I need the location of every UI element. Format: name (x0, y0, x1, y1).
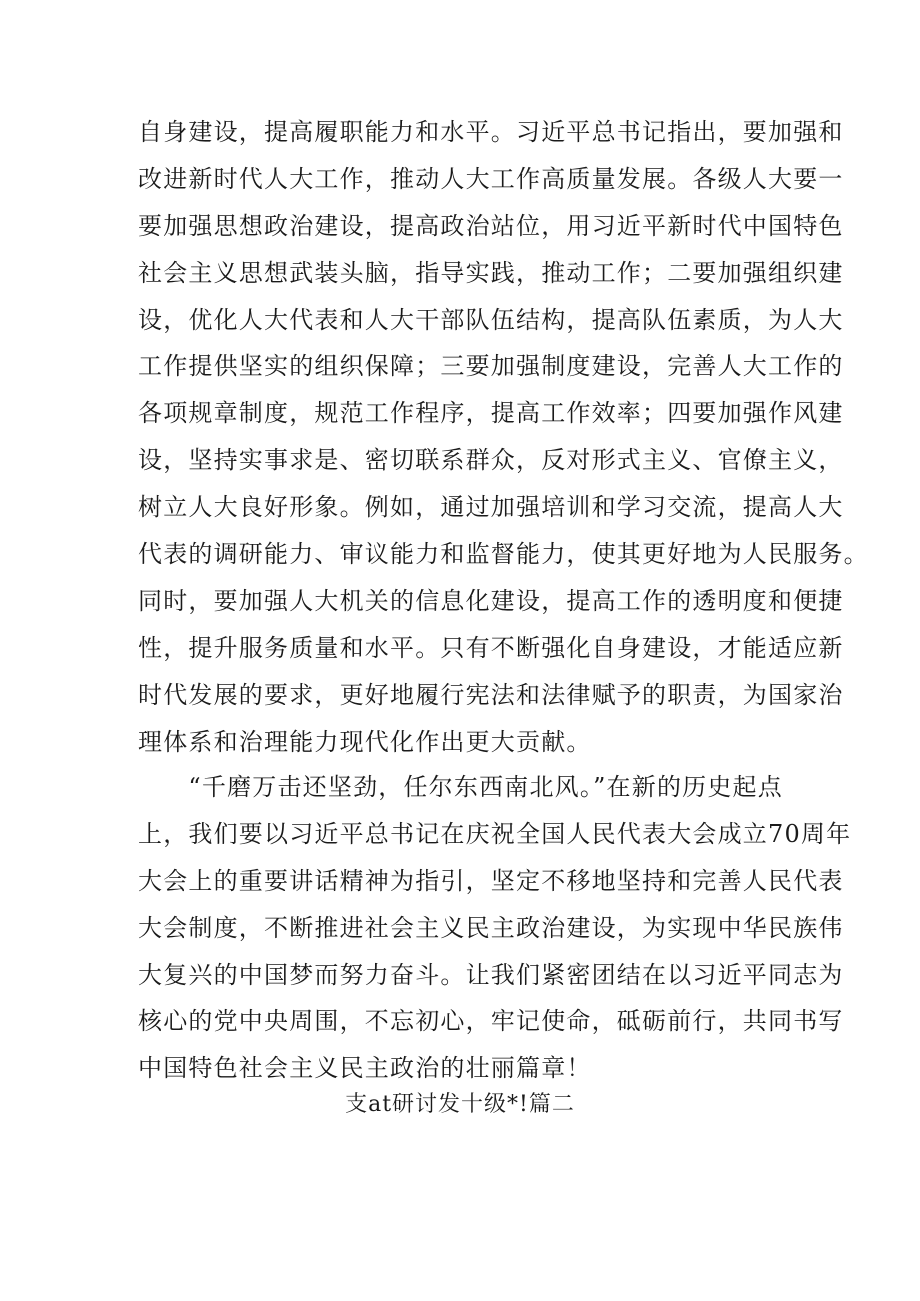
paragraph-line: 上，我们要以习近平总书记在庆祝全国人民代表大会成立70周年 (138, 819, 852, 848)
paragraph-line: 社会主义思想武装头脑，指导实践，推动工作；二要加强组织建 (138, 258, 844, 287)
paragraph-line: 树立人大良好形象。例如，通过加强培训和学习交流，提高人大 (138, 493, 844, 522)
paragraph-line: 要加强思想政治建设，提高政治站位，用习近平新时代中国特色 (138, 211, 844, 240)
paragraph-line: 工作提供坚实的组织保障；三要加强制度建设，完善人大工作的 (138, 352, 844, 381)
paragraph-line: 自身建设，提高履职能力和水平。习近平总书记指出，要加强和 (138, 118, 844, 146)
paragraph-line: 设，优化人大代表和人大干部队伍结构，提高队伍素质，为人大 (138, 305, 844, 334)
paragraph-line: 大会上的重要讲话精神为指引，坚定不移地坚持和完善人民代表 (138, 866, 844, 895)
paragraph-line: 性，提升服务质量和水平。只有不断强化自身建设，才能适应新 (138, 633, 844, 662)
paragraph-line: 大复兴的中国梦而努力奋斗。让我们紧密团结在以习近平同志为 (138, 960, 844, 989)
paragraph-line: 同时，要加强人大机关的信息化建设，提高工作的透明度和便捷 (138, 586, 844, 615)
paragraph-line: 时代发展的要求，更好地履行宪法和法律赋予的职责，为国家治 (138, 680, 844, 709)
paragraph-line: 各项规章制度，规范工作程序，提高工作效率；四要加强作风建 (138, 399, 844, 428)
paragraph-line: 大会制度，不断推进社会主义民主政治建设，为实现中华民族伟 (138, 913, 844, 942)
body-paragraph-1 (138, 109, 869, 765)
paragraph-line: 理体系和治理能力现代化作出更大贡献。 (138, 727, 592, 756)
paragraph-line: 改进新时代人大工作，推动人大工作高质量发展。各级人大要一 (138, 164, 844, 193)
body-paragraph-2 (138, 764, 852, 1092)
paragraph-line: 设，坚持实事求是、密切联系群众，反对形式主义、官僚主义， (138, 446, 844, 475)
paragraph-line: 中国特色社会主义民主政治的壮丽篇章！ (138, 1054, 592, 1083)
section-heading: 支at研讨发十级*!篇二 (345, 1092, 575, 1117)
paragraph-line: “千磨万击还坚劲，任尔东西南北风。”在新的历史起点 (138, 773, 783, 801)
paragraph-line: 代表的调研能力、审议能力和监督能力，使其更好地为人民服务。 (138, 540, 869, 569)
paragraph-line: 核心的党中央周围，不忘初心，牢记使命，砥砺前行，共同书写 (138, 1007, 844, 1036)
